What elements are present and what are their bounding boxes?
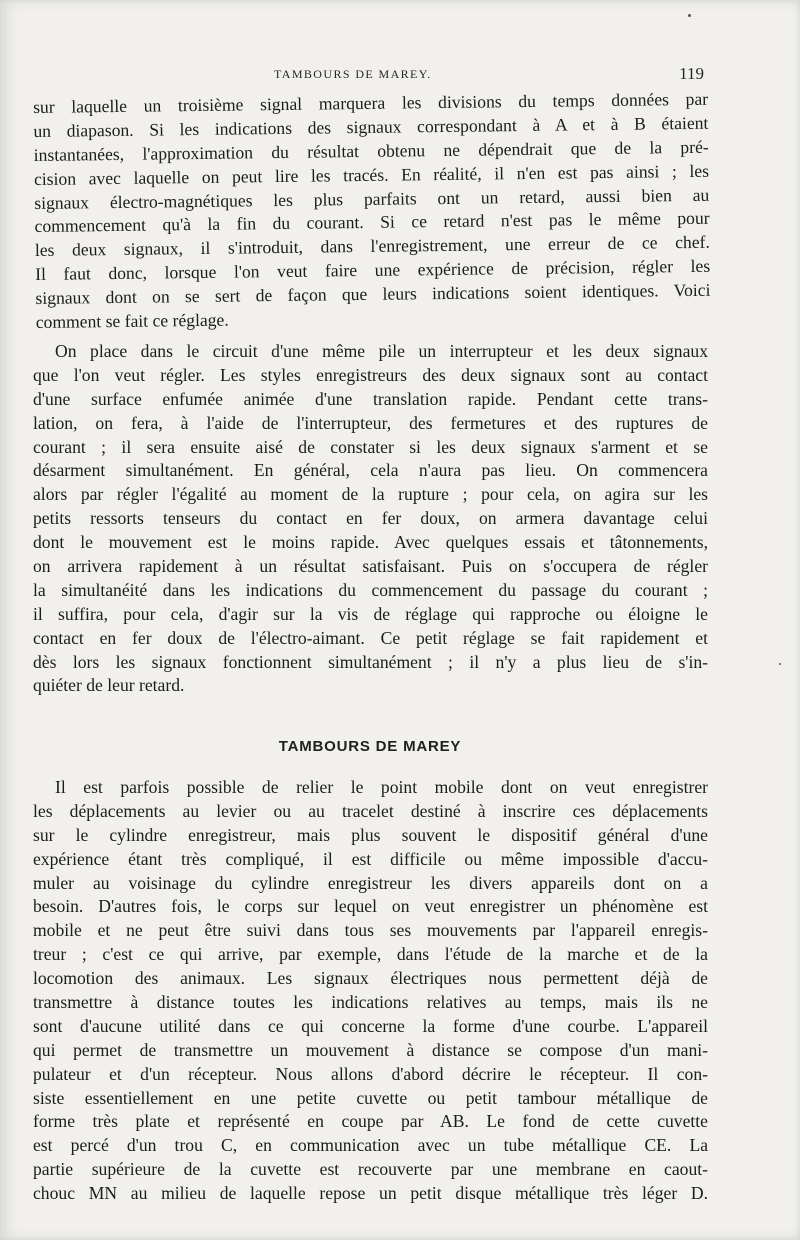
text-line: un diapason. Si les indications des signaux correspondant à A et à B étaient: [33, 112, 709, 141]
text-line: que l'on veut régler. Les styles enregistreurs des deux signaux sont au contact: [33, 364, 708, 385]
text-line: courant ; il sera ensuite aisé de constater si les deux signaux s'arment et se: [33, 436, 708, 457]
text-line: alors par régler l'égalité au moment de la rupture ; pour cela, on agira sur les: [33, 484, 708, 505]
text-line: Il est parfois possible de relier le point mobile dont on veut enregistrer: [55, 777, 708, 797]
text-line: comment se fait ce réglage.: [35, 309, 229, 332]
text-line: il suffira, pour cela, d'agir sur la vis de réglage qui rapproche ou éloigne le: [33, 603, 708, 624]
text-line: besoin. D'autres fois, le corps sur lequel on veut enregistrer un phénomène est: [33, 896, 708, 917]
text-line: signaux dont on se sert de façon que leurs indications soient identiques. Voici: [35, 279, 711, 309]
running-head: [40, 64, 710, 86]
text-line: sur laquelle un troisième signal marquera les divisions du temps données par: [33, 88, 709, 117]
text-line: muler au voisinage du cylindre enregistreur les divers appareils dont on a: [33, 872, 708, 893]
text-line: désarment simultanément. En général, cela n'aura pas lieu. On commencera: [33, 460, 708, 481]
text-line: d'une surface enfumée animée d'une translation rapide. Pendant cette trans-: [33, 388, 708, 409]
text-line: quiéter de leur retard.: [33, 675, 185, 696]
text-line: On place dans le circuit d'une même pile un interrupteur et les deux signaux: [55, 341, 708, 361]
text-line: petits ressorts tenseurs du contact en fer doux, on armera davantage celui: [33, 508, 708, 529]
paragraph-continued: [33, 88, 711, 335]
text-line: mobile et ne peut être suivi dans tous ses mouvements par l'appareil enregis-: [33, 920, 708, 941]
section-heading: TAMBOURS DE MAREY: [278, 738, 462, 755]
print-speck: [779, 663, 781, 665]
text-line: dès lors les signaux fonctionnent simultanément ; il n'y a plus lieu de s'in-: [33, 651, 708, 672]
text-line: est percé d'un trou C, en communication avec un tube métallique CE. La: [33, 1135, 708, 1156]
text-line: cision avec laquelle on peut lire les tracés. En réalité, il n'en est pas ainsi ; les: [33, 160, 710, 189]
text-line: forme très plate et représenté en coupe par AB. Le fond de cette cuvette: [33, 1111, 708, 1132]
text-line: chouc MN au milieu de laquelle repose un petit disque métallique très léger D.: [33, 1183, 708, 1204]
text-line: treur ; c'est ce qui arrive, par exemple, dans l'étude de la marche et de la: [33, 944, 708, 965]
running-title: TAMBOURS DE MAREY.: [274, 67, 432, 81]
text-line: signaux électro-magnétiques les plus parfaits ont un retard, aussi bien au: [34, 184, 710, 213]
text-line: transmettre à distance toutes les indications relatives au temps, mais ils ne: [33, 992, 708, 1013]
text-line: sur le cylindre enregistreur, mais plus souvent le dispositif général d'une: [33, 824, 708, 845]
text-line: siste essentiellement en une petite cuvette ou petit tambour métallique de: [33, 1087, 708, 1108]
text-line: commencement qu'à la fin du courant. Si ce retard n'est pas le même pour: [34, 208, 710, 237]
text-line: instantanées, l'approximation du résultat obtenu ne dépendrait que de la pré-: [33, 136, 709, 165]
text-line: qui permet de transmettre un mouvement à distance se compose d'un mani-: [33, 1039, 708, 1060]
text-line: on arrivera rapidement à un résultat satisfaisant. Puis on s'occupera de régler: [33, 556, 708, 577]
text-line: la simultanéité dans les indications du commencement du passage du courant ;: [33, 579, 708, 600]
text-line: lation, on fera, à l'aide de l'interrupteur, des fermetures et des ruptures de: [33, 412, 708, 433]
text-line: Il faut donc, lorsque l'on veut faire une expérience de précision, régler les: [35, 255, 711, 285]
paragraph-reglage: [33, 340, 708, 698]
page-number: 119: [679, 64, 704, 83]
text-line: les déplacements au levier ou au tracelet destiné à inscrire ces déplacements: [33, 800, 708, 821]
text-line: contact en fer doux de l'électro-aimant. Ce petit réglage se fait rapidement et: [33, 627, 708, 648]
print-speck: [688, 14, 691, 17]
text-line: les deux signaux, il s'introduit, dans l'enregistrement, une erreur de ce chef.: [34, 232, 710, 261]
text-line: sont d'aucune utilité dans ce qui concerne la forme d'une courbe. L'appareil: [33, 1015, 708, 1036]
text-line: expérience étant très compliqué, il est difficile ou même impossible d'accu-: [33, 848, 708, 869]
text-line: locomotion des animaux. Les signaux électriques nous permettent déjà de: [33, 968, 708, 989]
text-line: partie supérieure de la cuvette est recouverte par une membrane en caout-: [33, 1159, 708, 1180]
paragraph-tambours: [33, 776, 708, 1206]
text-line: dont le mouvement est le moins rapide. Avec quelques essais et tâtonnements,: [33, 532, 708, 553]
text-line: pulateur et d'un récepteur. Nous allons d'abord décrire le récepteur. Il con-: [33, 1063, 708, 1084]
